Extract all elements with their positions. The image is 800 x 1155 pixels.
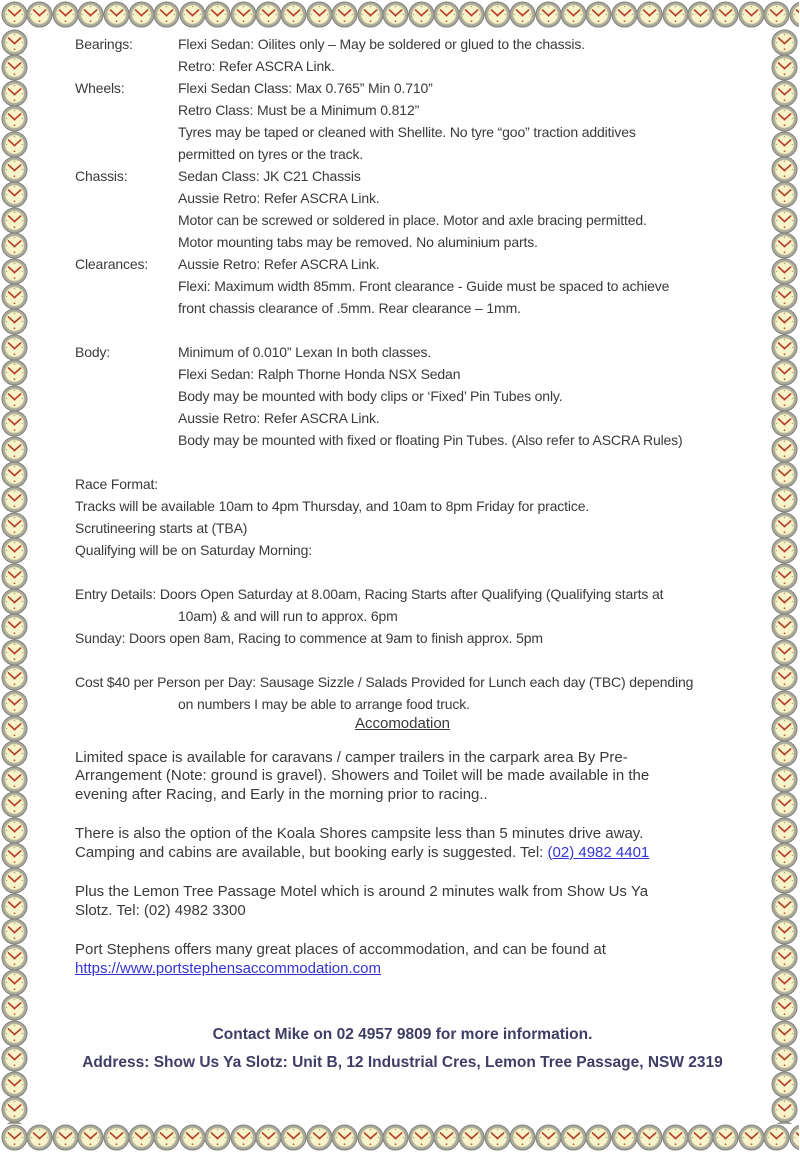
clock-icon (771, 232, 798, 259)
accommodation-heading: Accomodation (354, 715, 451, 732)
clock-icon (771, 512, 798, 539)
clock-icon (458, 1, 485, 28)
clock-icon (763, 1124, 790, 1151)
clock-icon (331, 1, 358, 28)
paragraph-line (75, 960, 730, 979)
spec-line: front chassis clearance of .5mm. Rear clearance – 1mm. (178, 300, 521, 316)
clock-icon (1, 842, 28, 869)
spec-label-spacer (75, 99, 178, 121)
clock-icon (771, 1045, 798, 1072)
spec-label-spacer (75, 187, 178, 209)
contact-section (75, 1024, 730, 1074)
clock-icon (331, 1124, 358, 1151)
cost-line: Cost $40 per Person per Day: Sausage Sizzle / Salads Provided for Lunch each day (TBC) depending (75, 674, 694, 690)
clock-icon (1, 486, 28, 513)
race-format-line: Tracks will be available 10am to 4pm Thursday, and 10am to 8pm Friday for practice. (75, 498, 590, 514)
clock-icon (26, 1, 53, 28)
clock-icon (1, 639, 28, 666)
clock-icon (771, 486, 798, 513)
clock-icon (687, 1124, 714, 1151)
cost-section (75, 649, 730, 715)
clock-icon (1, 969, 28, 996)
clock-icon (771, 639, 798, 666)
clock-border-top (1, 1, 799, 29)
spec-line: Aussie Retro: Refer ASCRA Link. (178, 410, 380, 426)
spec-label-spacer (75, 143, 178, 165)
clock-icon (771, 385, 798, 412)
clock-icon (771, 969, 798, 996)
clock-icon (433, 1, 460, 28)
spec-label-spacer (75, 429, 178, 451)
clock-icon (662, 1, 689, 28)
clock-icon (1, 766, 28, 793)
clock-icon (771, 817, 798, 844)
clock-icon (1, 436, 28, 463)
spec-row (75, 143, 730, 165)
clock-icon (1, 613, 28, 640)
clock-icon (771, 461, 798, 488)
entry-details-section (75, 561, 730, 649)
clock-icon (458, 1124, 485, 1151)
clock-icon (771, 308, 798, 335)
spec-label-spacer (75, 407, 178, 429)
cost-line-continued: on numbers I may be able to arrange food truck. (178, 696, 470, 712)
clock-icon (771, 1020, 798, 1047)
clock-icon (771, 563, 798, 590)
contact-line-phone: Contact Mike on 02 4957 9809 for more information. (212, 1026, 593, 1043)
accommodation-paragraph-caravans (75, 749, 730, 805)
clock-icon (687, 1, 714, 28)
clock-icon (771, 791, 798, 818)
clock-icon (1, 537, 28, 564)
clock-icon (1, 207, 28, 234)
clock-icon (179, 1124, 206, 1151)
clock-icon (433, 1124, 460, 1151)
clock-border-bottom (1, 1124, 799, 1152)
clock-icon (771, 1071, 798, 1098)
clock-icon (738, 1, 765, 28)
clock-icon (789, 1, 799, 28)
clock-icon (771, 29, 798, 56)
clock-icon (771, 766, 798, 793)
blank-line (75, 319, 730, 341)
clock-icon (771, 207, 798, 234)
spec-label-bearings: Bearings: (75, 36, 133, 52)
spec-line: Body may be mounted with fixed or floating Pin Tubes. (Also refer to ASCRA Rules) (178, 432, 683, 448)
spec-line: Retro Class: Must be a Minimum 0.812” (178, 102, 420, 118)
spec-label-chassis: Chassis: (75, 168, 128, 184)
clock-icon (771, 258, 798, 285)
spec-label-spacer (75, 385, 178, 407)
spec-line: Aussie Retro: Refer ASCRA Link. (178, 190, 380, 206)
clock-icon (1, 867, 28, 894)
blank-line (75, 451, 730, 473)
blank-line (75, 561, 730, 583)
clock-icon (585, 1124, 612, 1151)
clock-icon (26, 1124, 53, 1151)
clock-icon (382, 1124, 409, 1151)
clock-icon (1, 385, 28, 412)
clock-icon (560, 1124, 587, 1151)
clock-icon (103, 1124, 130, 1151)
entry-line-continued: 10am) & and will run to approx. 6pm (178, 608, 398, 624)
clock-icon (1, 817, 28, 844)
clock-icon (357, 1124, 384, 1151)
clock-icon (128, 1124, 155, 1151)
paragraph-text: Camping and cabins are available, but booking early is suggested. Tel: (75, 843, 548, 861)
clock-icon (1, 918, 28, 945)
clock-icon (1, 181, 28, 208)
clock-icon (763, 1, 790, 28)
clock-icon (771, 842, 798, 869)
phone-link[interactable]: (02) 4982 4401 (547, 843, 650, 861)
blank-line (75, 649, 730, 671)
clock-icon (535, 1124, 562, 1151)
clock-icon (771, 867, 798, 894)
document-body (75, 33, 730, 1074)
spec-label-spacer (75, 231, 178, 253)
clock-icon (204, 1, 231, 28)
spec-line: Minimum of 0.010” Lexan In both classes. (178, 344, 432, 360)
clock-icon (771, 994, 798, 1021)
clock-icon (255, 1124, 282, 1151)
paragraph-line: Limited space is available for caravans / camper trailers in the carpark area By Pre- (75, 748, 628, 766)
clock-icon (560, 1, 587, 28)
clock-icon (128, 1, 155, 28)
clock-icon (509, 1, 536, 28)
clock-icon (771, 80, 798, 107)
clock-icon (230, 1124, 257, 1151)
spec-line: Retro: Refer ASCRA Link. (178, 58, 335, 74)
clock-icon (771, 105, 798, 132)
clock-icon (509, 1124, 536, 1151)
clock-icon (1, 512, 28, 539)
spec-line: Motor mounting tabs may be removed. No aluminium parts. (178, 234, 538, 250)
spec-line: Body may be mounted with body clips or ‘Fixed’ Pin Tubes only. (178, 388, 563, 404)
paragraph-line (75, 844, 730, 863)
spec-row (75, 121, 730, 143)
clock-icon (306, 1, 333, 28)
accommodation-paragraph-koala-shores (75, 825, 730, 862)
spec-row (75, 275, 730, 297)
spec-line: Flexi Sedan: Oilites only – May be soldered or glued to the chassis. (178, 36, 585, 52)
clock-icon (77, 1, 104, 28)
clock-icon (771, 54, 798, 81)
spec-row-clearances (75, 253, 730, 275)
clock-icon (771, 715, 798, 742)
clock-icon (1, 791, 28, 818)
clock-border-left (1, 29, 29, 1124)
spec-row (75, 385, 730, 407)
spec-table (75, 33, 730, 451)
clock-icon (611, 1, 638, 28)
clock-icon (1, 664, 28, 691)
spec-row (75, 429, 730, 451)
clock-icon (771, 893, 798, 920)
clock-icon (408, 1124, 435, 1151)
accommodation-paragraph-port-stephens (75, 941, 730, 978)
clock-icon (771, 1121, 798, 1124)
clock-icon (771, 740, 798, 767)
paragraph-line: evening after Racing, and Early in the morning prior to racing.. (75, 785, 488, 803)
spec-label-spacer (75, 275, 178, 297)
clock-icon (771, 156, 798, 183)
paragraph-line: There is also the option of the Koala Shores campsite less than 5 minutes drive away. (75, 825, 644, 842)
clock-icon (771, 283, 798, 310)
paragraph-line: Port Stephens offers many great places of accommodation, and can be found at (75, 941, 606, 958)
entry-line: Entry Details: Doors Open Saturday at 8.00am, Racing Starts after Qualifying (Qualifying starts at (75, 586, 664, 602)
clock-icon (306, 1124, 333, 1151)
clock-icon (153, 1124, 180, 1151)
clock-icon (357, 1, 384, 28)
clock-icon (230, 1, 257, 28)
race-format-section (75, 451, 730, 561)
clock-icon (771, 944, 798, 971)
spec-label-spacer (75, 363, 178, 385)
clock-icon (771, 664, 798, 691)
spec-line: permitted on tyres or the track. (178, 146, 364, 162)
clock-icon (585, 1, 612, 28)
clock-icon (712, 1124, 739, 1151)
clock-icon (1, 1071, 28, 1098)
clock-icon (1, 283, 28, 310)
clock-icon (52, 1124, 79, 1151)
clock-icon (52, 1, 79, 28)
spec-label-wheels: Wheels: (75, 80, 125, 96)
clock-icon (1, 740, 28, 767)
clock-icon (771, 918, 798, 945)
paragraph-line: Plus the Lemon Tree Passage Motel which is around 2 minutes walk from Show Us Ya (75, 883, 649, 900)
clock-icon (1, 1124, 28, 1151)
clock-icon (1, 105, 28, 132)
race-format-line: Qualifying will be on Saturday Morning: (75, 542, 312, 558)
spec-line: Aussie Retro: Refer ASCRA Link. (178, 256, 380, 272)
clock-icon (771, 359, 798, 386)
clock-icon (1, 690, 28, 717)
clock-icon (1, 334, 28, 361)
clock-icon (1, 1096, 28, 1123)
clock-icon (1, 80, 28, 107)
clock-icon (1, 29, 28, 56)
spec-line: Flexi Sedan Class: Max 0.765” Min 0.710” (178, 80, 433, 96)
accommodation-paragraph-motel (75, 883, 730, 920)
clock-icon (204, 1124, 231, 1151)
clock-icon (382, 1, 409, 28)
spec-line: Motor can be screwed or soldered in place. Motor and axle bracing permitted. (178, 212, 647, 228)
entry-line-sunday: Sunday: Doors open 8am, Racing to commence at 9am to finish approx. 5pm (75, 630, 543, 646)
clock-icon (1, 715, 28, 742)
race-format-title: Race Format: (75, 476, 158, 492)
clock-icon (1, 1, 28, 28)
clock-icon (1, 461, 28, 488)
spec-label-spacer (75, 55, 178, 77)
contact-line-address: Address: Show Us Ya Slotz: Unit B, 12 Industrial Cres, Lemon Tree Passage, NSW 2319 (82, 1054, 723, 1071)
spec-row (75, 297, 730, 319)
clock-icon (771, 588, 798, 615)
clock-icon (103, 1, 130, 28)
spec-line: Sedan Class: JK C21 Chassis (178, 168, 361, 184)
spec-row (75, 209, 730, 231)
spec-label-spacer (75, 297, 178, 319)
clock-icon (1, 308, 28, 335)
clock-icon (408, 1, 435, 28)
clock-border-right (771, 29, 799, 1124)
paragraph-line: Slotz. Tel: (02) 4982 3300 (75, 901, 246, 919)
spec-row (75, 407, 730, 429)
clock-icon (771, 334, 798, 361)
spec-row (75, 231, 730, 253)
spec-label-clearances: Clearances: (75, 256, 149, 272)
clock-icon (1, 131, 28, 158)
spec-row (75, 363, 730, 385)
clock-icon (611, 1124, 638, 1151)
clock-icon (1, 1020, 28, 1047)
clock-icon (771, 410, 798, 437)
clock-icon (255, 1, 282, 28)
clock-icon (1, 258, 28, 285)
clock-icon (771, 613, 798, 640)
spec-label-body: Body: (75, 344, 111, 360)
clock-icon (77, 1124, 104, 1151)
clock-icon (179, 1, 206, 28)
clock-icon (1, 893, 28, 920)
clock-icon (280, 1, 307, 28)
race-format-line: Scrutineering starts at (TBA) (75, 520, 248, 536)
clock-icon (1, 410, 28, 437)
clock-icon (1, 994, 28, 1021)
spec-row-wheels (75, 77, 730, 99)
spec-line: Flexi Sedan: Ralph Thorne Honda NSX Sedan (178, 366, 461, 382)
spec-row-body (75, 341, 730, 363)
clock-icon (1, 1045, 28, 1072)
clock-icon (535, 1, 562, 28)
spec-line: Flexi: Maximum width 85mm. Front clearance - Guide must be spaced to achieve (178, 278, 670, 294)
clock-icon (1, 232, 28, 259)
clock-icon (636, 1124, 663, 1151)
spec-row (75, 187, 730, 209)
clock-icon (1, 156, 28, 183)
clock-icon (771, 1096, 798, 1123)
clock-icon (738, 1124, 765, 1151)
paragraph-line: Arrangement (Note: ground is gravel). Showers and Toilet will be made available in the (75, 767, 650, 784)
clock-icon (1, 588, 28, 615)
clock-icon (771, 436, 798, 463)
clock-icon (1, 944, 28, 971)
clock-icon (771, 690, 798, 717)
clock-icon (1, 563, 28, 590)
spec-row (75, 99, 730, 121)
clock-icon (662, 1124, 689, 1151)
clock-icon (484, 1, 511, 28)
clock-icon (771, 537, 798, 564)
clock-icon (712, 1, 739, 28)
clock-icon (771, 131, 798, 158)
spec-row-bearings (75, 33, 730, 55)
spec-line: Tyres may be taped or cleaned with Shellite. No tyre “goo” traction additives (178, 124, 636, 140)
spec-label-spacer (75, 121, 178, 143)
clock-icon (1, 359, 28, 386)
clock-icon (153, 1, 180, 28)
website-link[interactable]: https://www.portstephensaccommodation.com (75, 959, 381, 977)
clock-icon (484, 1124, 511, 1151)
spec-row (75, 55, 730, 77)
clock-icon (636, 1, 663, 28)
clock-icon (1, 54, 28, 81)
clock-icon (771, 181, 798, 208)
clock-icon (789, 1124, 799, 1151)
clock-icon (280, 1124, 307, 1151)
spec-row-chassis (75, 165, 730, 187)
clock-icon (1, 1121, 28, 1124)
spec-label-spacer (75, 209, 178, 231)
